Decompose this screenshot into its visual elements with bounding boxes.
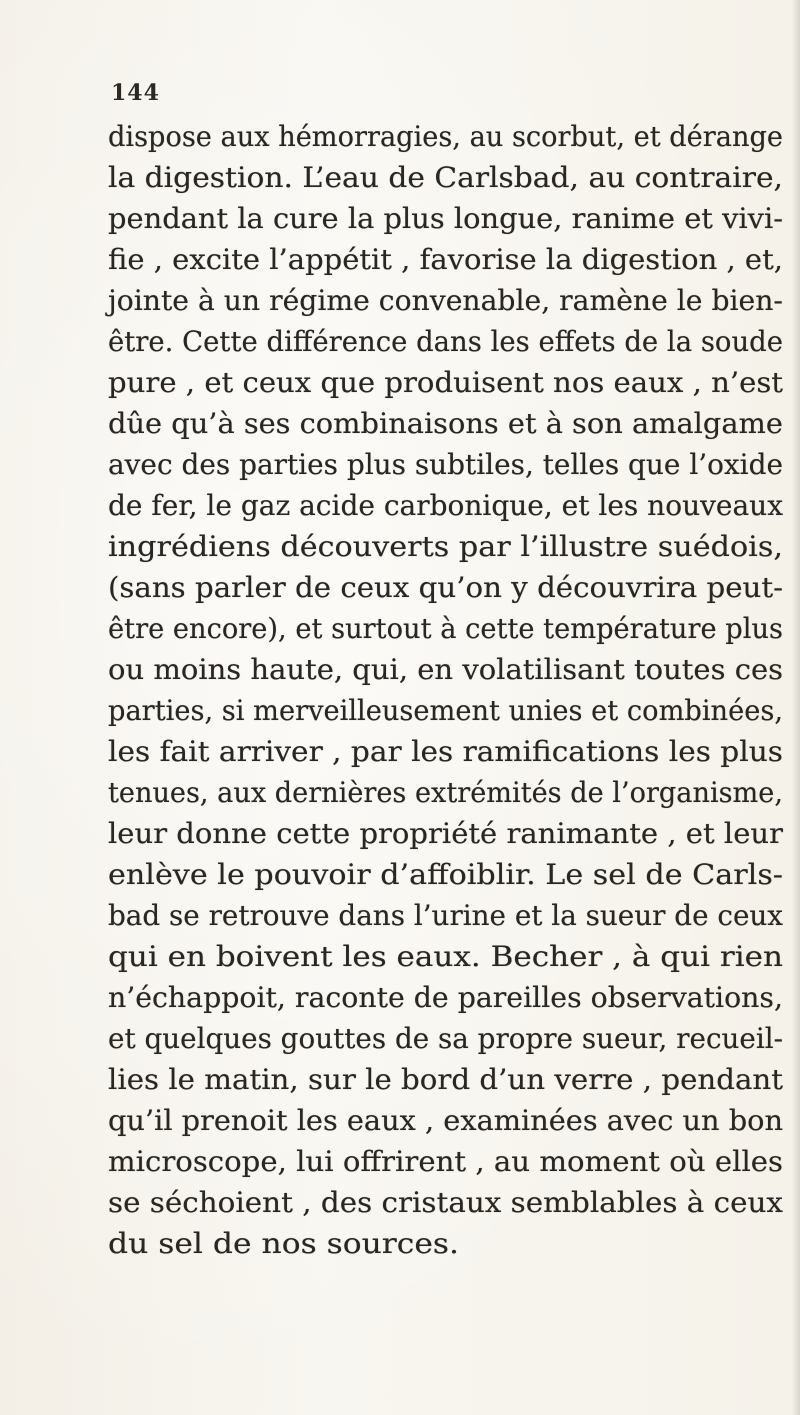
text-line: la digestion. L’eau de Carlsbad, au contraire, — [108, 161, 784, 194]
text-line: enlève le pouvoir d’affoiblir. Le sel de Carls- — [108, 858, 784, 891]
text-line: ingrédiens découverts par l’illustre suédois, — [108, 530, 783, 563]
text-line: et quelques gouttes de sa propre sueur, recueil- — [108, 1022, 784, 1055]
text-line: tenues, aux dernières extrémités de l’organisme, — [108, 776, 783, 809]
text-line: leur donne cette propriété ranimante , et leur — [108, 817, 783, 850]
text-line: n’échappoit, raconte de pareilles observations, — [108, 981, 783, 1014]
text-line: avec des parties plus subtiles, telles que l’oxide — [108, 448, 784, 481]
text-line: de fer, le gaz acide carbonique, et les nouveaux — [108, 489, 783, 522]
text-line: fie , excite l’appétit , favorise la digestion , et, — [108, 243, 783, 276]
text-line: microscope, lui offrirent , au moment où elles — [108, 1145, 784, 1178]
text-line: pure , et ceux que produisent nos eaux , n’est — [108, 366, 783, 399]
text-line: jointe à un régime convenable, ramène le bien- — [108, 284, 783, 317]
text-line: lies le matin, sur le bord d’un verre , pendant — [108, 1063, 783, 1096]
text-line: dispose aux hémorragies, au scorbut, et dérange — [108, 120, 783, 153]
text-line: être encore), et surtout à cette température plus — [108, 612, 783, 645]
text-line: les fait arriver , par les ramifications les plus — [108, 735, 783, 768]
text-line: pendant la cure la plus longue, ranime et vivi- — [108, 202, 783, 235]
body-text — [108, 116, 798, 1264]
text-line: ou moins haute, qui, en volatilisant toutes ces — [108, 653, 784, 686]
text-line: qui en boivent les eaux. Becher , à qui rien — [108, 940, 783, 973]
text-line: parties, si merveilleusement unies et combinées, — [108, 694, 783, 727]
page-number: 144 — [111, 80, 160, 106]
text-line: se séchoient , des cristaux semblables à ceux — [108, 1186, 783, 1219]
text-line: (sans parler de ceux qu’on y découvrira peut- — [108, 571, 783, 604]
text-line: qu’il prenoit les eaux , examinées avec un bon — [108, 1104, 784, 1137]
text-line: être. Cette différence dans les effets de la soude — [108, 325, 783, 358]
text-line: bad se retrouve dans l’urine et la sueur de ceux — [108, 899, 783, 932]
text-line: du sel de nos sources. — [108, 1227, 459, 1260]
text-line: dûe qu’à ses combinaisons et à son amalgame — [108, 407, 783, 440]
